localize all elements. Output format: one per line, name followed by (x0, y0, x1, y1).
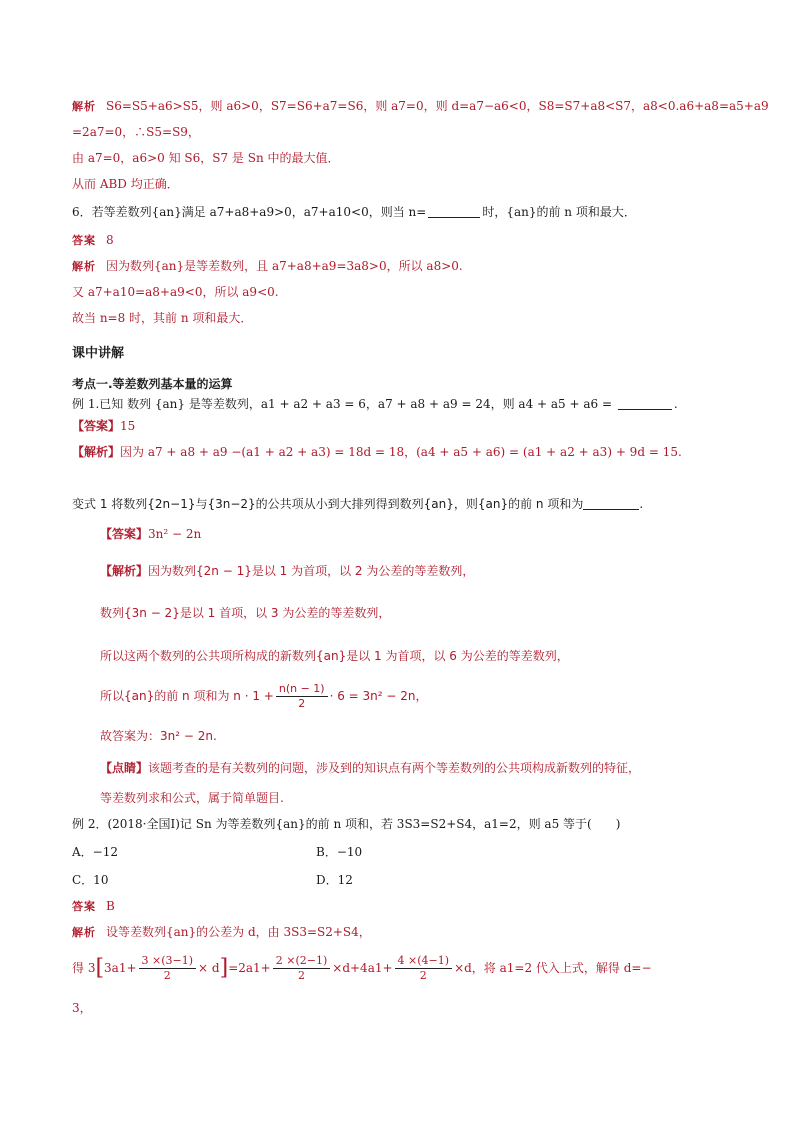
fraction: $\frac{4 \times(4-1)}{2}$ (395, 954, 453, 983)
example-1-answer: 【答案】15 (72, 419, 136, 433)
option-a: A．−12 (72, 845, 118, 859)
analysis-line-4: 从而 ABD 均正确． (72, 177, 179, 191)
example-2-analysis-1: 解析 设等差数列{an}的公差为 d，由 3S3=S2+S4， (72, 925, 371, 939)
question-6: 6．若等差数列{an}满足 a7+a8+a9>0，a7+a10<0，则当 n= 时，{an}的前 n 项和最大． (72, 205, 636, 219)
variant-1-analysis-3: 所以这两个数列的公共项所构成的新数列{an}是以 1 为首项，以 6 为公差的等差数列， (100, 649, 569, 663)
variant-1-note-2: 等差数列求和公式，属于简单题目. (100, 791, 284, 805)
analysis-6-line-2: 又 a7+a10=a8+a9<0，所以 a9<0. (72, 285, 279, 299)
example-2-analysis-2: 得 3[3a1+ $\frac{3 \times(3-1)}{2}$ × d]=2a1+ $\frac{2 \times(2-1)}{2}$ ×d+4a1+ $\frac{4 \times(4-1)}{2}$ ×d，将 a1=2 代入上式，解得 d=− (72, 954, 652, 982)
analysis-line-2: =2a7=0，∴S5=S9， (72, 125, 200, 139)
topic-heading: 考点一.等差数列基本量的运算 (72, 377, 233, 391)
variant-1-analysis-1: 【解析】因为数列{2n − 1}是以 1 为首项，以 2 为公差的等差数列， (100, 564, 475, 578)
variant-1-analysis-5: 故答案为：3n² − 2n. (100, 729, 217, 743)
section-heading: 课中讲解 (72, 346, 125, 361)
fraction: $\frac{2 \times(2-1)}{2}$ (273, 954, 331, 983)
example-2-answer: 答案 B (72, 899, 115, 913)
fraction: $\frac{3 \times(3-1)}{2}$ (139, 954, 197, 983)
variant-1-analysis-2: 数列{3n − 2}是以 1 首项，以 3 为公差的等差数列， (100, 606, 391, 620)
analysis-line-3: 由 a7=0，a6>0 知 S6，S7 是 Sn 中的最大值． (72, 151, 340, 165)
answer-blank (428, 205, 480, 218)
analysis-line-1 (72, 96, 769, 117)
variant-1-analysis-4: 所以{an}的前 n 项和为 n · 1 + $\frac{n(n - 1)}{2}$ · 6 = 3n² − 2n， (100, 682, 428, 710)
analysis-6-line-1: 解析 因为数列{an}是等差数列，且 a7+a8+a9=3a8>0，所以 a8>0. (72, 259, 463, 273)
example-1-analysis: 【解析】因为 a7 + a8 + a9 −(a1 + a2 + a3) = 18d = 18，(a4 + a5 + a6) = (a1 + a2 + a3) + 9d = 15. (72, 445, 682, 459)
variant-1: 变式 1 将数列{2n−1}与{3n−2}的公共项从小到大排列得到数列{an}，则{an}的前 n 项和为 . (72, 497, 644, 511)
example-2: 例 2．(2018·全国Ⅰ)记 Sn 为等差数列{an}的前 n 项和，若 3S3=S2+S4，a1=2，则 a5 等于( ) (72, 817, 621, 831)
variant-1-note-1: 【点睛】该题考查的是有关数列的问题，涉及到的知识点有两个等差数列的公共项构成新数列的特征， (100, 761, 641, 775)
analysis-6-line-3: 故当 n=8 时，其前 n 项和最大． (72, 311, 253, 325)
example-1: 例 1.已知 数列 {an} 是等差数列，a1 + a2 + a3 = 6，a7 + a8 + a9 = 24，则 a4 + a5 + a6 = . (72, 397, 678, 411)
option-b: B．−10 (316, 845, 363, 859)
variant-1-answer: 【答案】3n² − 2n (100, 527, 202, 541)
option-d: D．12 (316, 873, 353, 887)
answer-blank (618, 397, 672, 410)
answer-line: 答案 8 (72, 233, 114, 247)
answer-blank (583, 497, 639, 510)
example-2-analysis-3: 3， (72, 1001, 92, 1015)
option-c: C．10 (72, 873, 109, 887)
analysis-label: 解析 (72, 100, 96, 113)
fraction: $\frac{n(n - 1)}{2}$ (276, 682, 328, 711)
analysis-text: S6=S5+a6>S5，则 a6>0，S7=S6+a7=S6，则 a7=0，则 d=a7−a6<0，S8=S7+a8<S7，a8<0.a6+a8=a5+a9 (106, 99, 769, 113)
